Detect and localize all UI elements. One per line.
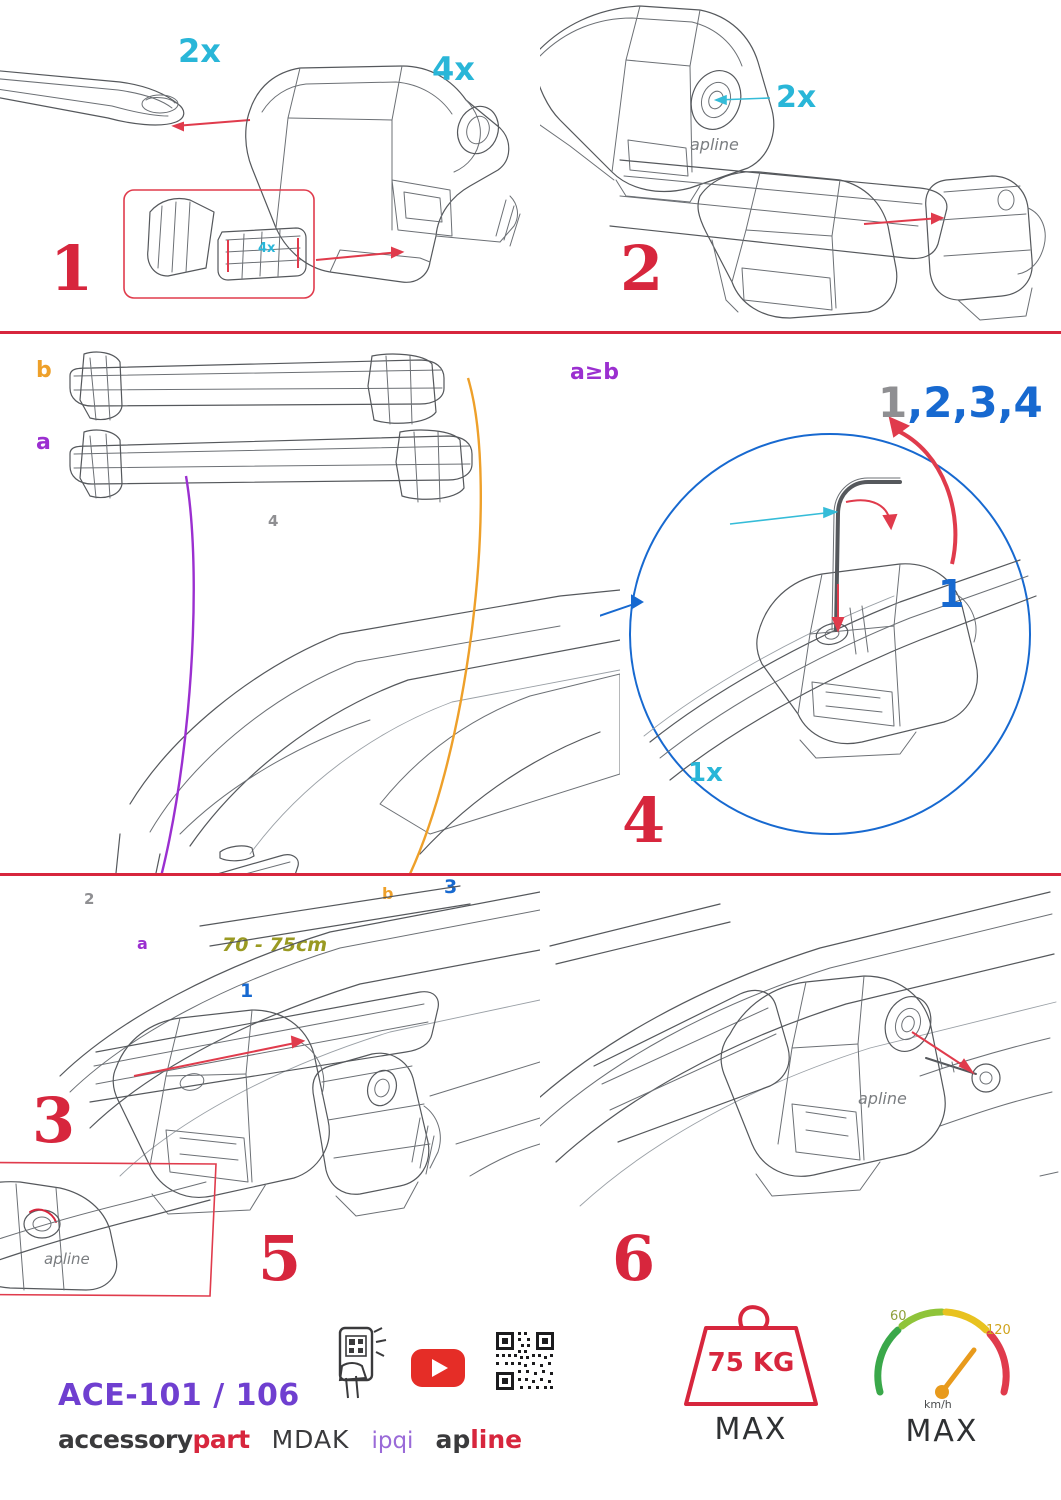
brand-logo-text: apline bbox=[690, 135, 739, 154]
car-roof-drawing bbox=[116, 590, 620, 873]
step-6-panel bbox=[540, 876, 1061, 1306]
speed-tick-high-label: 120 bbox=[986, 1323, 1011, 1338]
crossbar-a-drawing bbox=[70, 430, 472, 502]
step-2-illustration bbox=[540, 0, 1061, 331]
brand-ipqi: ipqi bbox=[371, 1428, 414, 1454]
brand-accessorypart-part2: part bbox=[192, 1425, 250, 1454]
label-position-a: a bbox=[137, 934, 148, 953]
label-foot-2: 2 bbox=[84, 890, 95, 908]
step-number-5: 5 bbox=[258, 1222, 300, 1295]
leader-line-tool bbox=[730, 512, 834, 524]
mounted-crossbars bbox=[28, 846, 538, 873]
step-4-panel bbox=[570, 334, 1061, 873]
step-1-panel bbox=[0, 0, 560, 331]
foot-locked-detail bbox=[0, 1182, 210, 1294]
crossbar-drawing bbox=[0, 70, 184, 125]
speed-max-label: MAX bbox=[905, 1414, 979, 1449]
brand-apline-part1: ap bbox=[435, 1425, 471, 1454]
foot-step6 bbox=[594, 976, 945, 1196]
sequence-first: 1 bbox=[878, 378, 908, 427]
label-a-ge-b: a≥b bbox=[570, 360, 620, 385]
speed-limit-block bbox=[862, 1292, 1022, 1449]
brand-logo-text-step6: apline bbox=[858, 1089, 907, 1108]
label-bar-a: a bbox=[36, 430, 51, 455]
label-foot-1: 1 bbox=[240, 980, 254, 1002]
label-bar-b: b bbox=[36, 358, 52, 383]
step-number-6: 6 bbox=[612, 1222, 654, 1295]
brand-logo-text-inset: apline bbox=[44, 1250, 90, 1268]
crossbar-b-drawing bbox=[70, 352, 444, 424]
step-3-illustration bbox=[0, 334, 620, 873]
callout-lock-qty: 2x bbox=[776, 80, 817, 115]
step-2-panel bbox=[540, 0, 1061, 331]
callout-foot-qty: 4x bbox=[432, 50, 475, 88]
dimension-label: 70 - 75cm bbox=[222, 934, 328, 956]
leader-line-2x bbox=[175, 120, 250, 126]
callout-pad-qty: 4x bbox=[258, 241, 276, 256]
arrow-position-b bbox=[400, 378, 481, 873]
roof-surface bbox=[60, 886, 540, 1176]
brand-accessorypart-part1: accessory bbox=[58, 1425, 193, 1454]
step-number-1: 1 bbox=[50, 232, 92, 305]
weight-limit-block bbox=[676, 1300, 826, 1447]
label-sequence-first: 1 bbox=[938, 572, 965, 616]
sequence-order-label bbox=[878, 378, 1043, 427]
roof-surface-step6 bbox=[540, 892, 1058, 1206]
label-foot-3: 3 bbox=[444, 876, 458, 898]
step-number-4: 4 bbox=[622, 784, 664, 857]
step-3-panel bbox=[0, 334, 620, 1157]
label-position-b: b bbox=[382, 884, 394, 903]
endcap-lock-step5 bbox=[313, 1053, 441, 1216]
youtube-icon[interactable] bbox=[410, 1348, 466, 1388]
label-foot-4: 4 bbox=[268, 512, 279, 530]
speed-tick-low-label: 60 bbox=[890, 1309, 907, 1324]
detail-box-step5 bbox=[0, 1162, 216, 1296]
weight-value: 75 KG bbox=[707, 1348, 795, 1378]
arrow-position-a bbox=[140, 476, 194, 873]
step-number-3: 3 bbox=[32, 1084, 74, 1157]
brand-accessorypart bbox=[58, 1425, 250, 1454]
callout-bar-qty: 2x bbox=[178, 32, 221, 70]
brand-apline bbox=[435, 1425, 522, 1454]
speedometer-icon bbox=[862, 1292, 1022, 1412]
phone-scan-qr-icon[interactable] bbox=[322, 1326, 392, 1404]
leader-line-detail bbox=[316, 252, 400, 260]
step-number-2: 2 bbox=[620, 232, 662, 305]
bar-endcap-drawing bbox=[610, 160, 1045, 320]
rotation-arrow bbox=[846, 500, 890, 522]
sequence-rest: ,2,3,4 bbox=[907, 378, 1043, 427]
brand-mdak: MDAK bbox=[271, 1425, 350, 1454]
slide-arrow-step5 bbox=[134, 1042, 300, 1076]
step-5-panel bbox=[0, 876, 540, 1306]
brand-row bbox=[58, 1425, 618, 1454]
sequence-arrow bbox=[896, 430, 955, 564]
brand-apline-part2: line bbox=[470, 1425, 523, 1454]
callout-tool-qty: 1x bbox=[688, 758, 723, 788]
insert-arrow bbox=[864, 218, 940, 224]
weight-max-label: MAX bbox=[714, 1412, 788, 1447]
foot-assembly-drawing bbox=[246, 66, 520, 282]
speed-unit-label: km/h bbox=[924, 1398, 952, 1411]
model-code: ACE-101 / 106 bbox=[58, 1378, 300, 1413]
qr-code-icon[interactable] bbox=[494, 1330, 556, 1392]
